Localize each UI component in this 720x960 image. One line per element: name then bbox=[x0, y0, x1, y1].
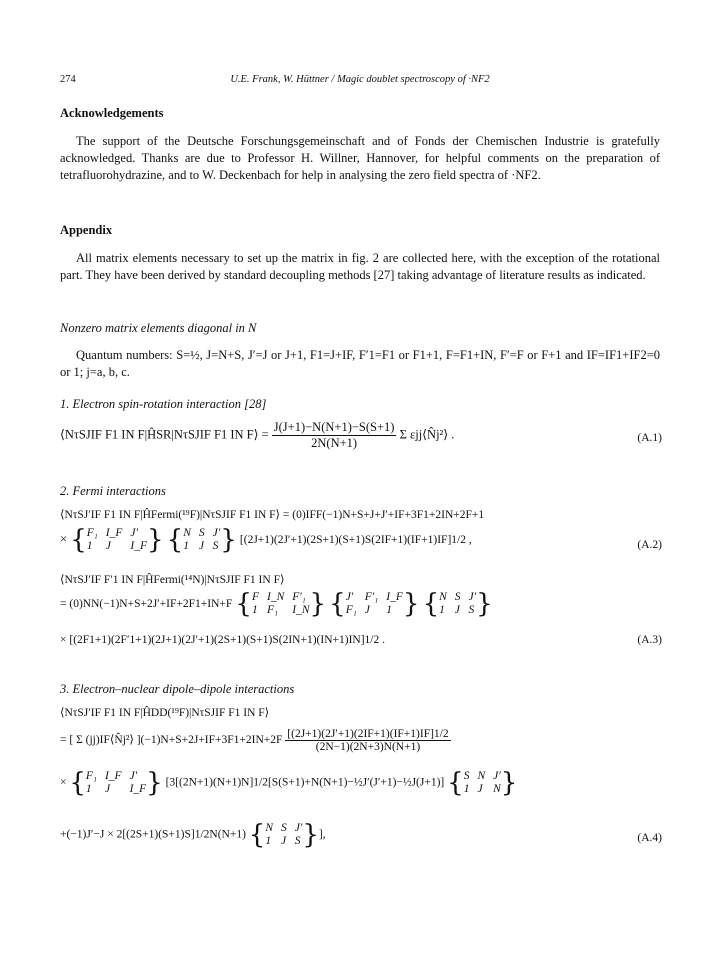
eq-a4-line2: [3[(2N+1)(N+1)N]1/2[S(S+1)+N(N+1)−½J′(J′+1)−½J(J+1)] bbox=[165, 776, 445, 789]
section-3-title: 3. Electron–nuclear dipole–dipole interactions bbox=[60, 682, 295, 696]
eq-a3-label: (A.3) bbox=[637, 634, 662, 646]
eq-a1-numerator: J(J+1)−N(N+1)−S(S+1) bbox=[273, 420, 395, 434]
acknowledgements-heading: Acknowledgements bbox=[60, 106, 164, 120]
6j-symbol: N S J′ 1 J S bbox=[183, 527, 221, 552]
eq-a4-numerator: [(2J+1)(2J′+1)(2IF+1)(IF+1)IF]1/2 bbox=[287, 728, 449, 740]
eq-a1-denominator: 2N(N+1) bbox=[272, 435, 397, 451]
appendix-intro: All matrix elements necessary to set up the matrix in fig. 2 are collected here, with the exception of the rotational part. They have been derived by standard decoupling methods [27] taking advantage of literature results as indicated. bbox=[60, 251, 660, 282]
quantum-numbers: Quantum numbers: S=½, J=N+S, J′=J or J+1, F1=J+IF, F′1=F1 or F1+1, F=F1+IN, F′=F or F+1 and IF=IF1+IF2=0 or 1; j=a, b, c. bbox=[60, 348, 660, 379]
equation-a4-line1 bbox=[60, 728, 451, 753]
eq-a4-denominator: (2N−1)(2N+3)N(N+1) bbox=[285, 740, 450, 753]
eq-a2-tail: [(2J+1)(2J′+1)(2S+1)(S+1)S(2IF+1)(IF+1)IF]1/2 , bbox=[239, 533, 472, 546]
section-1-title: 1. Electron spin-rotation interaction [28] bbox=[60, 397, 267, 411]
eq-a4-fraction bbox=[285, 728, 450, 753]
appendix-subheading: Nonzero matrix elements diagonal in N bbox=[60, 321, 257, 335]
6j-symbol: F₁ I_F J′ 1 J I_F bbox=[86, 527, 147, 552]
eq-a2-label: (A.2) bbox=[637, 539, 662, 551]
eq-a4-lhs: ⟨NτSJ′IF F1 IN F|ĤDD(¹⁹F)|NτSJIF F1 IN F⟩ bbox=[60, 707, 270, 719]
6j-symbol: N S J′ 1 J S bbox=[265, 822, 303, 847]
eq-a4-line3: +(−1)J′−J × 2[(2S+1)(S+1)S]1/2N(N+1) bbox=[60, 828, 246, 841]
running-title: U.E. Frank, W. Hüttner / Magic doublet spectroscopy of ·NF2 bbox=[230, 74, 490, 85]
eq-a4-mid: = [ Σ (jj)IF⟨N̂j²⟩ ](−1)N+S+2J+IF+3F1+2IN+2F bbox=[60, 734, 283, 747]
eq-a1-label: (A.1) bbox=[637, 432, 662, 444]
eq-a1-rhs: Σ εjj⟨N̂j²⟩ . bbox=[399, 427, 455, 442]
equation-a4-line2: × { F₁ I_F J′ 1 J I_F } [3[(2N+1)(N+1)N]1/2[S(S+1)+N(N+1)−½J′(J′+1)−½J(J+1)] { S N J′ 1 J N } bbox=[60, 768, 518, 798]
page-number: 274 bbox=[60, 74, 76, 85]
times-symbol: × bbox=[60, 531, 68, 546]
6j-symbol: N S J′ 1 J S bbox=[439, 591, 477, 616]
equation-a4-line3: +(−1)J′−J × 2[(2S+1)(S+1)S]1/2N(N+1) { N S J′ 1 J S }], bbox=[60, 820, 326, 850]
eq-a1-fraction bbox=[272, 420, 397, 451]
equation-a3-body: = (0)NN(−1)N+S+2J′+IF+2F1+IN+F { F I_N F′₁ 1 F₁ I_N } { J′ F′₁ I_F F₁ J 1 } { N S J′ 1 J S } bbox=[60, 589, 493, 619]
appendix-heading: Appendix bbox=[60, 223, 113, 237]
6j-symbol: F I_N F′₁ 1 F₁ I_N bbox=[251, 591, 310, 616]
acknowledgements-text: The support of the Deutsche Forschungsgemeinschaft and of Fonds der Chemischen Industrie is gratefully acknowledged. Thanks are due to Professor H. Willner, Hannover, for helpful comments on the preparation of tetrafluorohydrazine, and to W. Deckenbach for help in analysing the zero field spectra of ·NF2. bbox=[60, 134, 660, 182]
6j-symbol: J′ F′₁ I_F F₁ J 1 bbox=[345, 591, 403, 616]
eq-a1-lhs: ⟨NτSJIF F1 IN F|ĤSR|NτSJIF F1 IN F⟩ = bbox=[60, 427, 269, 442]
eq-a4-label: (A.4) bbox=[637, 832, 662, 844]
section-2-title: 2. Fermi interactions bbox=[60, 484, 166, 498]
eq-a2-lhs: ⟨NτSJ′IF F1 IN F|ĤFermi(¹⁹F)|NτSJIF F1 IN F⟩ = (0)IFF(−1)N+S+J+J′+IF+3F1+2IN+2F+1 bbox=[60, 509, 485, 521]
6j-symbol: S N J′ 1 J N bbox=[463, 770, 501, 795]
equation-a2-body: × { F₁ I_F J′ 1 J I_F } { N S J′ 1 J S } [(2J+1)(2J′+1)(2S+1)(S+1)S(2IF+1)(IF+1)IF]1/2 , bbox=[60, 525, 472, 555]
eq-a3-mid: = (0)NN(−1)N+S+2J′+IF+2F1+IN+F bbox=[60, 597, 233, 610]
equation-a1 bbox=[60, 420, 454, 451]
6j-symbol: F₁ I_F J′ 1 J I_F bbox=[85, 770, 147, 795]
eq-a3-tail: × [(2F1+1)(2F′1+1)(2J+1)(2J′+1)(2S+1)(S+1)S(2IN+1)(IN+1)IN]1/2 . bbox=[60, 634, 385, 646]
eq-a3-lhs: ⟨NτSJ′IF F′1 IN F|ĤFermi(¹⁴N)|NτSJIF F1 IN F⟩ bbox=[60, 574, 285, 586]
